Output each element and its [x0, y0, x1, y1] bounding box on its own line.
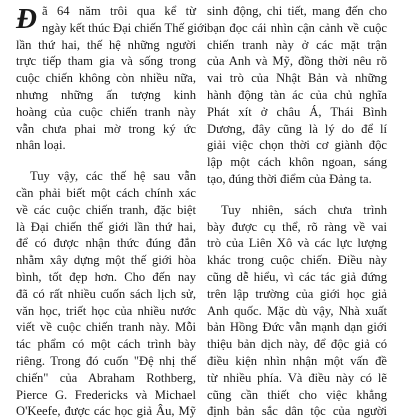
paragraph-1	[16, 3, 208, 154]
text-line: bản Hồng Đức vẫn mạnh dạn giới	[207, 320, 387, 335]
drop-cap: Đ	[16, 3, 37, 35]
text-line: Phát xít ở châu Á, Thái Bình	[207, 104, 387, 119]
paragraph-2	[16, 168, 196, 420]
text-line: tạo, đúng thời điểm của Đảng ta.	[207, 171, 372, 186]
text-line: ngày kết thúc Đại chiến Thế giới	[42, 20, 208, 35]
text-line: Pierce G. Fredericks và Michael	[16, 387, 196, 402]
text-line: từ nhiều phía. Và điều này có lẽ	[207, 370, 387, 385]
text-line: về các cuộc chiến tranh, đặc biệt	[16, 202, 196, 217]
text-line: bình, tốt đẹp hơn. Cho đến nay	[16, 269, 196, 284]
text-line: đã có rất nhiều cuốn sách lịch sử,	[16, 286, 196, 301]
text-line: thiệu bản dịch này, để độc giả có	[207, 337, 387, 352]
text-line: điều kiện nhìn nhận một vấn đề	[207, 353, 387, 368]
text-line: chiến" của Abraham Rothberg,	[16, 370, 196, 385]
text-line: khác trong cuộc chiến. Điều này	[207, 253, 387, 268]
text-line: văn học, triết học của nhiều nước	[16, 303, 196, 318]
text-line: giải việc chọn thời cơ giành độc	[207, 138, 387, 153]
text-line: ã 64 năm trôi qua kể từ	[42, 4, 196, 18]
text-line: cũng cần thiết cho việc khẳng	[207, 387, 387, 402]
text-line: viết về cuộc chiến tranh này. Mỗi	[16, 320, 196, 335]
text-line: Dương, đây cũng là lý do để lí	[207, 121, 387, 136]
text-line: định bản sắc dân tộc của người	[207, 404, 387, 419]
text-line: trò của Liên Xô và các lực lượng	[207, 236, 387, 251]
text-line: lần thứ hai, thế hệ những người	[16, 37, 196, 52]
left-column	[16, 3, 208, 420]
text-line: riêng. Trong đó cuốn "Đệ nhị thế	[16, 353, 196, 368]
text-line: để có được nhận thức đúng đắn	[16, 236, 196, 251]
text-line: Tuy vậy, các thế hệ sau vẫn	[30, 169, 196, 184]
text-line: hành động tàn ác của chủ nghĩa	[207, 87, 387, 102]
text-line: nhằm xây dựng một thế giới hòa	[16, 253, 196, 268]
text-line: tác phẩm có một cách trình bày	[16, 337, 196, 352]
text-line: cũng dễ hiểu, vì các tác giả đứng	[207, 269, 387, 284]
text-line: Tuy nhiên, sách chưa trình	[221, 202, 387, 217]
text-line: Anh quốc. Mặc dù vậy, Nhà xuất	[207, 303, 387, 318]
text-line: của Anh và Mỹ, đồng thời nêu rõ	[207, 54, 387, 69]
text-line: O'Keefe, được các học giả Âu, Mỹ	[16, 404, 196, 419]
text-line: hoàng của cuộc chiến tranh này	[16, 104, 196, 119]
text-line: bày được cụ thể, rõ ràng về vai	[207, 219, 387, 234]
text-line: vai trò của Nhật Bản và những	[207, 71, 387, 86]
text-line: trên lập trường của giới học giả	[207, 286, 387, 301]
right-column	[207, 3, 387, 420]
text-line: cuộc chiến không còn nhiều nữa,	[16, 71, 196, 86]
text-line: chiến tranh này ở các mặt trận	[207, 37, 387, 52]
text-line: bạn đọc cái nhìn cận cảnh về cuộc	[207, 20, 387, 35]
text-line: vẫn chưa phai mờ trong ký ức	[16, 121, 196, 136]
paragraph-4	[207, 202, 387, 420]
text-line: cần phải biết một cách chính xác	[16, 185, 196, 200]
text-line: sinh động, chi tiết, mang đến cho	[207, 4, 387, 18]
text-line: trực tiếp tham gia và sống trong	[16, 54, 196, 69]
text-line: lập một cách khôn ngoan, sáng	[207, 155, 387, 170]
text-line: là Đại chiến thế giới lần thứ hai,	[16, 219, 196, 234]
text-line: nhưng những ấn tượng kinh	[16, 87, 196, 102]
text-line: nhân loại.	[16, 138, 66, 153]
paragraph-3	[207, 3, 387, 188]
